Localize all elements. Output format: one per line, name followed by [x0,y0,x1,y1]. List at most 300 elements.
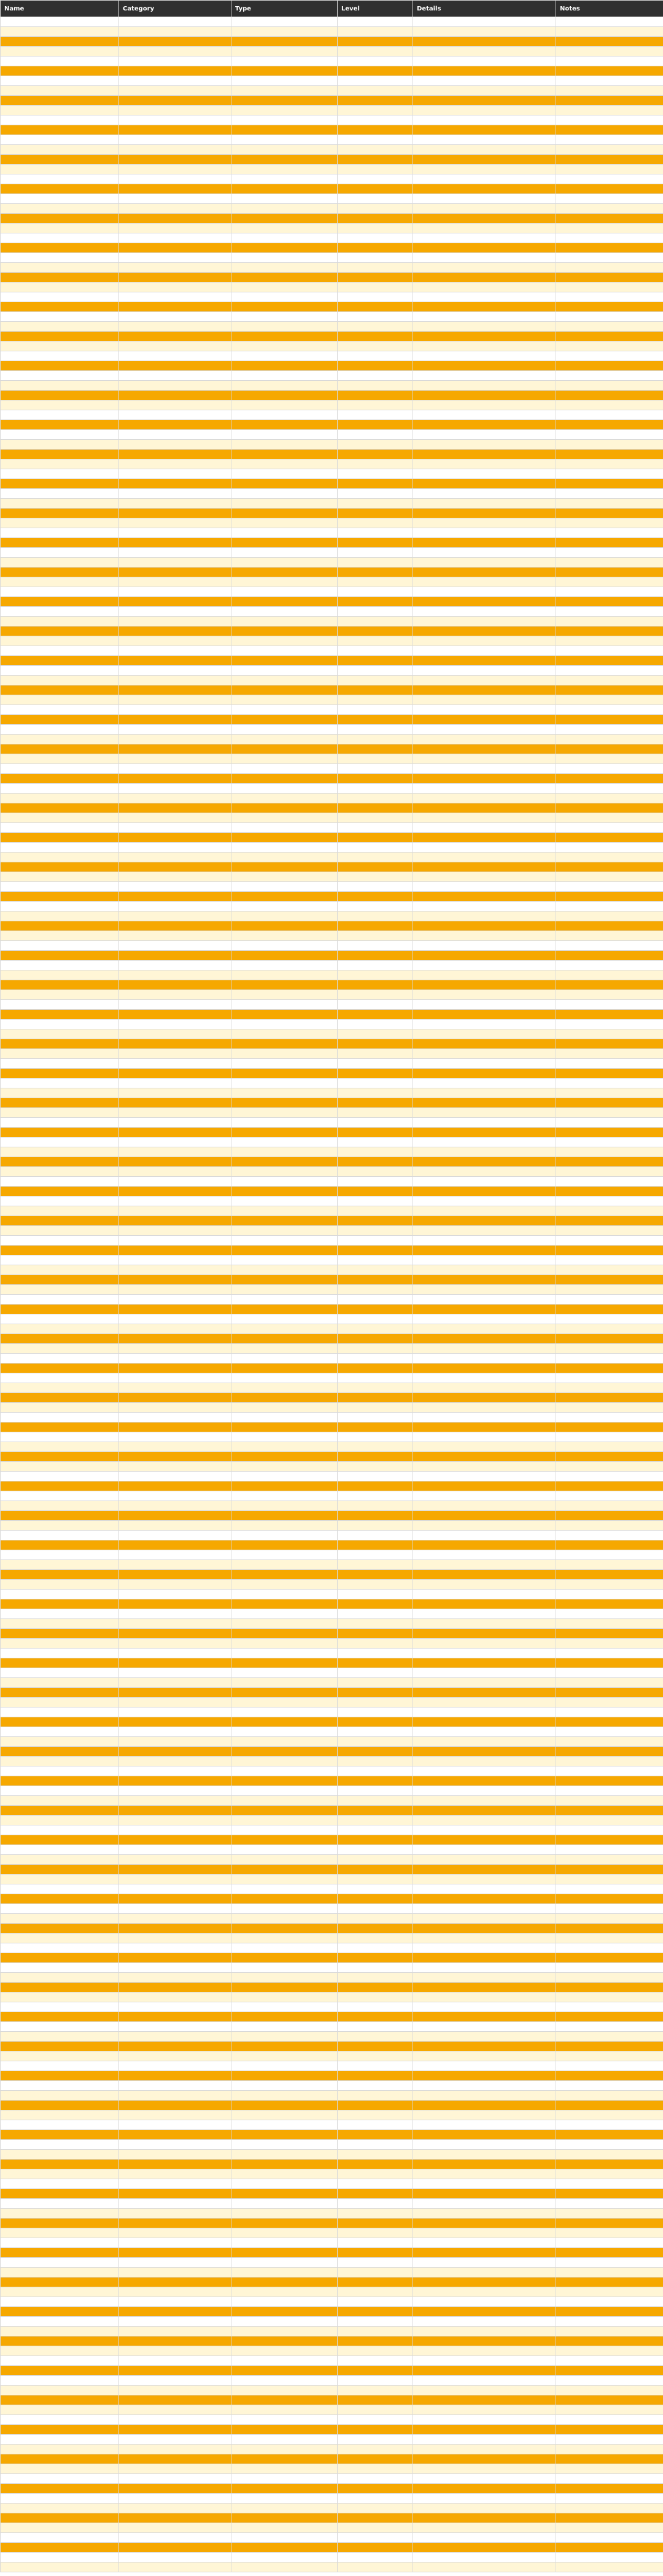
table-cell [338,666,413,676]
table-cell [231,2160,338,2169]
table-cell [119,1688,231,1698]
table-row [1,2484,663,2494]
table-cell [556,86,663,96]
table-cell [338,1108,413,1118]
table-cell [413,1855,556,1865]
table-row [1,1059,663,1069]
table-cell [231,764,338,774]
table-cell [338,1875,413,1884]
table-row [1,715,663,725]
table-cell [338,1491,413,1501]
table-cell [231,2209,338,2219]
table-cell [413,1128,556,1138]
table-cell [231,2228,338,2238]
table-row [1,2130,663,2140]
table-row [1,2415,663,2425]
table-cell [556,1196,663,1206]
table-cell [231,1167,338,1177]
table-cell [231,371,338,381]
table-cell [556,351,663,361]
table-cell [119,2209,231,2219]
table-cell [338,2366,413,2376]
table-cell [338,86,413,96]
table-cell [119,1187,231,1196]
table-row [1,1786,663,1796]
table-cell [413,1403,556,1413]
table-cell [231,1010,338,1020]
table-cell [413,1354,556,1364]
table-cell [413,57,556,66]
table-cell [338,1462,413,1472]
table-cell [338,1737,413,1747]
table-cell [413,125,556,135]
table-cell [413,381,556,391]
table-cell [1,774,119,784]
table-cell [413,115,556,125]
table-cell [119,853,231,862]
table-cell [119,990,231,1000]
table-cell [413,597,556,607]
table-cell [338,2562,413,2572]
table-cell [413,1255,556,1265]
table-cell [119,1157,231,1167]
table-cell [1,2277,119,2287]
table-cell [413,2238,556,2248]
table-cell [338,1904,413,1914]
table-cell [231,1000,338,1010]
table-cell [413,1383,556,1393]
table-cell [413,1432,556,1442]
table-cell [231,2395,338,2405]
table-cell [231,499,338,509]
table-cell [413,2150,556,2160]
table-cell [338,1098,413,1108]
table-cell [413,1491,556,1501]
table-cell [556,1835,663,1845]
table-cell [119,725,231,735]
table-cell [338,400,413,410]
table-cell [231,1314,338,1324]
table-cell [119,263,231,273]
table-cell [1,676,119,685]
table-cell [1,204,119,214]
table-cell [556,1413,663,1423]
table-cell [119,459,231,469]
table-cell [338,273,413,283]
table-cell [119,617,231,626]
table-cell [413,2022,556,2032]
table-cell [119,253,231,263]
table-cell [338,548,413,558]
table-cell [556,1305,663,1314]
table-cell [338,27,413,37]
table-cell [556,1462,663,1472]
table-cell [556,1432,663,1442]
table-cell [1,1452,119,1462]
table-cell [1,2317,119,2327]
table-cell [556,931,663,941]
table-cell [413,1481,556,1491]
table-cell [413,1609,556,1619]
table-cell [338,37,413,47]
table-row [1,1285,663,1295]
table-cell [119,646,231,656]
table-row [1,882,663,892]
table-row [1,391,663,400]
table-cell [413,1442,556,1452]
table-cell [1,1010,119,1020]
table-cell [413,1560,556,1570]
table-cell [1,1481,119,1491]
table-cell [231,332,338,342]
table-cell [556,2258,663,2268]
table-cell [119,1275,231,1285]
table-cell [1,1963,119,1973]
table-row [1,2405,663,2415]
table-cell [413,1010,556,1020]
table-cell [338,332,413,342]
table-cell [556,1855,663,1865]
table-cell [338,1413,413,1423]
table-cell [338,1393,413,1403]
table-cell [338,1246,413,1255]
table-cell [338,872,413,882]
table-cell [231,1393,338,1403]
table-cell [1,1717,119,1727]
table-cell [413,980,556,990]
table-cell [413,253,556,263]
table-cell [1,214,119,224]
table-row [1,1924,663,1934]
table-cell [119,735,231,744]
table-cell [1,2120,119,2130]
table-cell [338,1590,413,1599]
table-cell [119,2523,231,2533]
table-cell [413,2533,556,2543]
table-cell [231,1609,338,1619]
table-cell [556,1737,663,1747]
table-cell [1,2022,119,2032]
table-cell [1,1275,119,1285]
table-cell [1,351,119,361]
table-cell [556,1452,663,1462]
table-cell [338,538,413,548]
table-row [1,853,663,862]
table-cell [338,2238,413,2248]
table-cell [1,2268,119,2277]
table-cell [413,391,556,400]
table-cell [119,292,231,302]
table-cell [1,1914,119,1924]
table-cell [231,430,338,440]
table-cell [231,469,338,479]
table-cell [231,194,338,204]
table-cell [231,1835,338,1845]
table-cell [1,941,119,951]
table-cell [413,1992,556,2002]
table-cell [1,794,119,803]
table-cell [338,862,413,872]
table-row [1,1383,663,1393]
table-cell [1,1088,119,1098]
table-cell [1,1393,119,1403]
table-cell [1,528,119,538]
table-cell [1,538,119,548]
table-cell [413,872,556,882]
table-cell [1,1432,119,1442]
table-cell [556,322,663,332]
table-cell [1,2101,119,2110]
table-cell [119,1737,231,1747]
table-cell [338,1531,413,1540]
table-cell [1,1668,119,1678]
table-cell [231,715,338,725]
table-cell [338,2405,413,2415]
table-row [1,656,663,666]
table-cell [1,2297,119,2307]
table-cell [1,705,119,715]
table-cell [231,1108,338,1118]
table-cell [1,1157,119,1167]
table-cell [556,2376,663,2386]
table-cell [119,302,231,312]
table-cell [556,1167,663,1177]
table-row [1,548,663,558]
table-cell [119,312,231,322]
table-cell [231,548,338,558]
table-cell [413,1649,556,1658]
table-cell [1,1973,119,1983]
table-cell [556,302,663,312]
table-cell [1,1364,119,1373]
table-cell [119,1373,231,1383]
table-cell [231,744,338,754]
table-cell [413,1639,556,1649]
table-cell [556,695,663,705]
table-row [1,1619,663,1629]
table-cell [556,2248,663,2258]
table-cell [1,1403,119,1413]
table-cell [413,2317,556,2327]
table-cell [1,194,119,204]
table-cell [338,1983,413,1992]
table-cell [119,1531,231,1540]
table-cell [231,2130,338,2140]
table-cell [556,106,663,115]
table-row [1,351,663,361]
table-row [1,509,663,518]
table-cell [1,1904,119,1914]
table-cell [231,2169,338,2179]
table-cell [1,1295,119,1305]
table-cell [231,2022,338,2032]
table-cell [231,1511,338,1521]
table-cell [413,1865,556,1875]
table-cell [413,1118,556,1128]
table-cell [413,2513,556,2523]
table-cell [556,1678,663,1688]
table-cell [231,794,338,803]
table-row [1,1904,663,1914]
table-cell [1,1531,119,1540]
table-cell [556,2051,663,2061]
table-cell [1,695,119,705]
table-cell [231,2513,338,2523]
table-cell [338,145,413,155]
table-cell [119,391,231,400]
table-row [1,646,663,656]
table-cell [338,361,413,371]
table-cell [231,2297,338,2307]
table-row [1,725,663,735]
table-cell [231,1147,338,1157]
table-row [1,1393,663,1403]
table-cell [1,1442,119,1452]
table-cell [1,2494,119,2504]
table-cell [231,1039,338,1049]
table-cell [556,1668,663,1678]
table-cell [338,155,413,165]
table-cell [338,1079,413,1088]
table-cell [231,351,338,361]
table-row [1,2268,663,2277]
table-cell [413,509,556,518]
table-cell [231,243,338,253]
table-cell [556,2042,663,2051]
table-cell [338,725,413,735]
table-cell [1,76,119,86]
table-cell [413,106,556,115]
table-row [1,597,663,607]
table-row [1,37,663,47]
table-cell [119,1206,231,1216]
table-cell [556,617,663,626]
table-cell [338,764,413,774]
table-row [1,66,663,76]
table-row [1,1973,663,1983]
table-cell [338,371,413,381]
table-row [1,479,663,489]
table-cell [119,1364,231,1373]
table-cell [556,1865,663,1875]
table-cell [556,2268,663,2277]
table-cell [556,96,663,106]
table-row [1,1934,663,1943]
table-row [1,145,663,155]
table-cell [413,587,556,597]
table-row [1,1521,663,1531]
table-cell [556,1806,663,1816]
table-cell [231,705,338,715]
table-cell [338,469,413,479]
table-cell [231,1531,338,1540]
table-cell [338,685,413,695]
header-cell-1: Name [1,1,119,17]
table-cell [231,1462,338,1472]
table-cell [413,2307,556,2317]
table-cell [338,656,413,666]
table-cell [338,47,413,57]
table-cell [119,1393,231,1403]
table-cell [556,1619,663,1629]
table-cell [231,1894,338,1904]
table-cell [119,518,231,528]
table-cell [119,607,231,617]
table-cell [231,833,338,843]
table-row [1,1196,663,1206]
table-cell [413,135,556,145]
table-cell [413,145,556,155]
table-cell [119,666,231,676]
table-cell [231,754,338,764]
table-cell [338,597,413,607]
table-cell [413,1108,556,1118]
table-cell [1,96,119,106]
table-cell [1,1423,119,1432]
table-cell [556,2189,663,2199]
table-cell [119,115,231,125]
table-cell [119,2169,231,2179]
table-cell [1,1373,119,1383]
table-cell [556,853,663,862]
table-cell [413,66,556,76]
table-cell [119,941,231,951]
table-cell [119,2445,231,2454]
table-cell [231,735,338,744]
table-cell [119,1766,231,1776]
table-cell [1,184,119,194]
table-cell [338,784,413,794]
table-cell [413,283,556,292]
table-cell [338,391,413,400]
table-cell [556,1639,663,1649]
table-row [1,2523,663,2533]
table-cell [231,853,338,862]
table-row [1,1481,663,1491]
table-cell [413,1364,556,1373]
table-cell [413,489,556,499]
table-cell [338,853,413,862]
table-cell [413,273,556,283]
table-cell [1,1491,119,1501]
table-cell [1,1580,119,1590]
table-cell [231,1540,338,1550]
table-cell [119,911,231,921]
table-cell [231,361,338,371]
table-cell [413,2179,556,2189]
table-cell [413,853,556,862]
table-cell [338,961,413,970]
table-cell [556,1521,663,1531]
table-cell [413,823,556,833]
table-cell [556,499,663,509]
table-cell [231,1865,338,1875]
table-cell [231,1727,338,1737]
table-cell [338,1285,413,1295]
table-cell [413,774,556,784]
table-cell [1,813,119,823]
table-cell [338,1216,413,1226]
table-cell [119,1875,231,1884]
table-row [1,1757,663,1766]
table-cell [231,96,338,106]
table-cell [119,469,231,479]
table-cell [231,843,338,853]
table-cell [338,2317,413,2327]
table-cell [119,597,231,607]
table-cell [556,1354,663,1364]
table-cell [231,2425,338,2435]
